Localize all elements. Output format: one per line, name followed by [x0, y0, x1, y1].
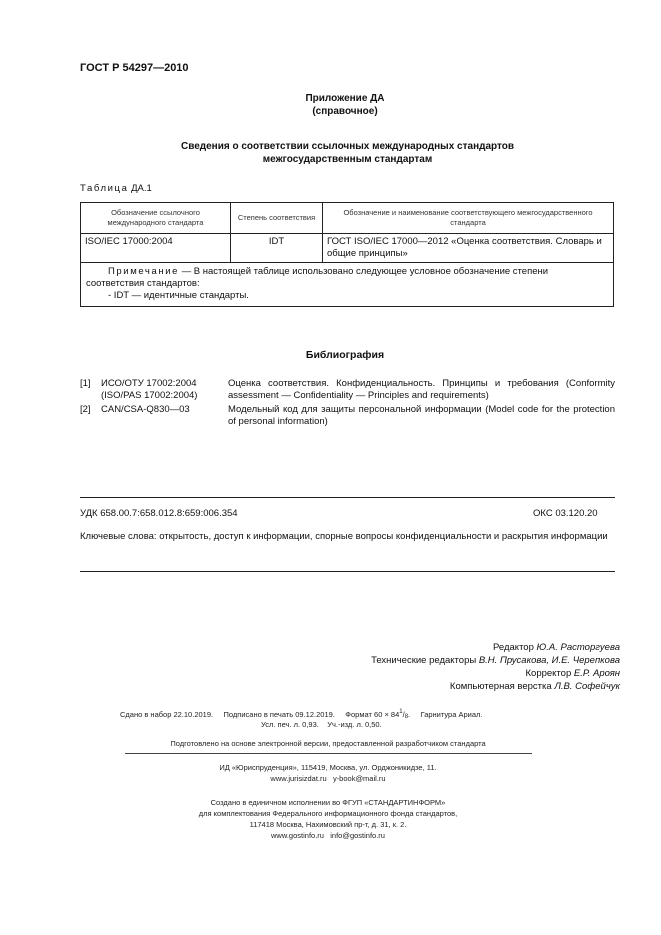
credit-corrector: [0, 667, 620, 680]
publisher-email-link[interactable]: y-book@mail.ru: [332, 774, 386, 783]
credit-editor: [0, 641, 620, 654]
credit-editor-name: Ю.А. Расторгуева: [536, 642, 620, 653]
print-pub-sheets: Уч.-изд. л. 0,50.: [327, 720, 382, 729]
credit-tech-editors: [0, 654, 620, 667]
credit-layout-name: Л.В. Софейчук: [554, 681, 620, 692]
cell-intl-standard: ISO/IEC 17000:2004: [81, 234, 231, 263]
producer-line-3: 117418 Москва, Нахимовский пр-т, д. 31, к. 2.: [249, 820, 407, 829]
credit-tech-names: В.Н. Прусакова, И.Е. Черепкова: [478, 655, 620, 666]
publisher-block: [0, 762, 656, 784]
print-sheets: Усл. печ. л. 0,93.: [261, 720, 319, 729]
table-caption: [80, 183, 152, 194]
bib-entry-2-code: [101, 404, 226, 416]
udk-code: УДК 658.00.7:658.012.8:659:006.354: [80, 508, 238, 519]
producer-line-2: для комплектования Федерального информационного фонда стандартов,: [198, 809, 458, 818]
header-degree: Степень соответствия: [231, 203, 323, 234]
producer-email-link[interactable]: info@gostinfo.ru: [330, 831, 385, 840]
credit-tech-label: Технические редакторы: [371, 655, 477, 666]
print-format-denominator: 8: [404, 714, 409, 720]
producer-site-link[interactable]: www.gostinfo.ru: [271, 831, 324, 840]
header-national-standard: Обозначение и наименование соответствующего межгосударственного стандарта: [323, 203, 614, 234]
section-heading: [120, 140, 575, 166]
bib-entry-2-text: Модельный код для защиты персональной информации (Model code for the protection of personal information): [228, 404, 615, 427]
cell-national-standard: ГОСТ ISO/IEC 17000—2012 «Оценка соответствия. Словарь и общие принципы»: [323, 234, 614, 263]
section-heading-line-1: Сведения о соответствии ссылочных международных стандартов: [180, 141, 515, 152]
prepared-note: Подготовлено на основе электронной версии, предоставленной разработчиком стандарта: [170, 739, 486, 748]
credits-block: [0, 641, 620, 693]
print-signed-date: Подписано в печать 09.12.2019.: [223, 710, 335, 719]
header-intl-standard: Обозначение ссылочного международного стандарта: [81, 203, 231, 234]
oks-code: ОКС 03.120.20: [533, 508, 598, 519]
table-caption-number: ДА.1: [131, 183, 152, 194]
gost-code: ГОСТ Р 54297—2010: [80, 62, 189, 74]
table-note: [81, 263, 614, 307]
producer-contacts: [0, 830, 656, 841]
credit-corrector-label: Корректор: [525, 668, 572, 679]
note-text: — В настоящей таблице использовано следующее условное обозначение степени соответствия стандартов:: [86, 266, 549, 289]
print-details-line-1: Сдано в набор 22.10.2019. Подписано в печать 09.12.2019. Формат $60 \times 84^1/_8$. Гарнитура Ариал.: [120, 709, 483, 720]
print-format-numerator: 1: [399, 709, 403, 715]
publisher-contacts: [0, 773, 656, 784]
footer-rule-top: [80, 497, 615, 498]
print-details-line-2: [261, 719, 382, 730]
producer-block: [0, 797, 656, 841]
producer-line-1: Создано в единичном исполнении во ФГУП «СТАНДАРТИНФОРМ»: [210, 798, 446, 807]
note-label: Примечание: [108, 266, 179, 277]
bib-entry-2-code-primary: CAN/CSA-Q830—03: [101, 404, 190, 415]
print-format: Формат 60 × 84: [345, 710, 400, 719]
bib-entry-1-code: [101, 378, 226, 402]
keywords: Ключевые слова: открытость, доступ к информации, спорные вопросы конфиденциальности и раскрытия информации: [80, 531, 608, 542]
footer-rule-bottom: [80, 571, 615, 572]
appendix-subtitle: (справочное): [312, 106, 378, 117]
bib-entry-2-number: [2]: [80, 404, 91, 415]
bib-entry-1-code-secondary: (ISO/PAS 17002:2004): [101, 390, 198, 401]
publisher-site-link[interactable]: www.jurisizdat.ru: [270, 774, 327, 783]
publisher-address: ИД «Юриспруденция», 115419, Москва, ул. Орджоникидзе, 11.: [219, 763, 437, 772]
table-caption-label: Таблица: [80, 183, 129, 194]
print-set-date: Сдано в набор 22.10.2019.: [120, 710, 214, 719]
credit-editor-label: Редактор: [492, 642, 534, 653]
bib-entry-1-number: [1]: [80, 378, 91, 389]
section-heading-line-2: межгосударственным стандартам: [262, 154, 433, 165]
cell-degree: IDT: [231, 234, 323, 263]
table-note-row: [81, 263, 614, 307]
imprint-divider: [125, 753, 532, 754]
appendix-heading: [0, 92, 661, 118]
bib-entry-1-text: Оценка соответствия. Конфиденциальность. Принципы и требования (Conformity assessment — Confidentiality — Principles and requirements): [228, 378, 615, 401]
correspondence-table: [80, 202, 614, 307]
bibliography-title: Библиография: [305, 349, 385, 361]
print-typeface: Гарнитура Ариал.: [420, 710, 483, 719]
table-header-row: [81, 203, 614, 234]
credit-corrector-name: Е.Р. Ароян: [573, 668, 620, 679]
note-item: - IDT — идентичные стандарты.: [108, 290, 249, 301]
bib-entry-1-code-primary: ИСО/ОТУ 17002:2004: [101, 378, 197, 389]
credit-layout: [0, 680, 620, 693]
appendix-title: Приложение ДА: [305, 93, 385, 104]
table-row: [81, 234, 614, 263]
credit-layout-label: Компьютерная верстка: [449, 681, 552, 692]
